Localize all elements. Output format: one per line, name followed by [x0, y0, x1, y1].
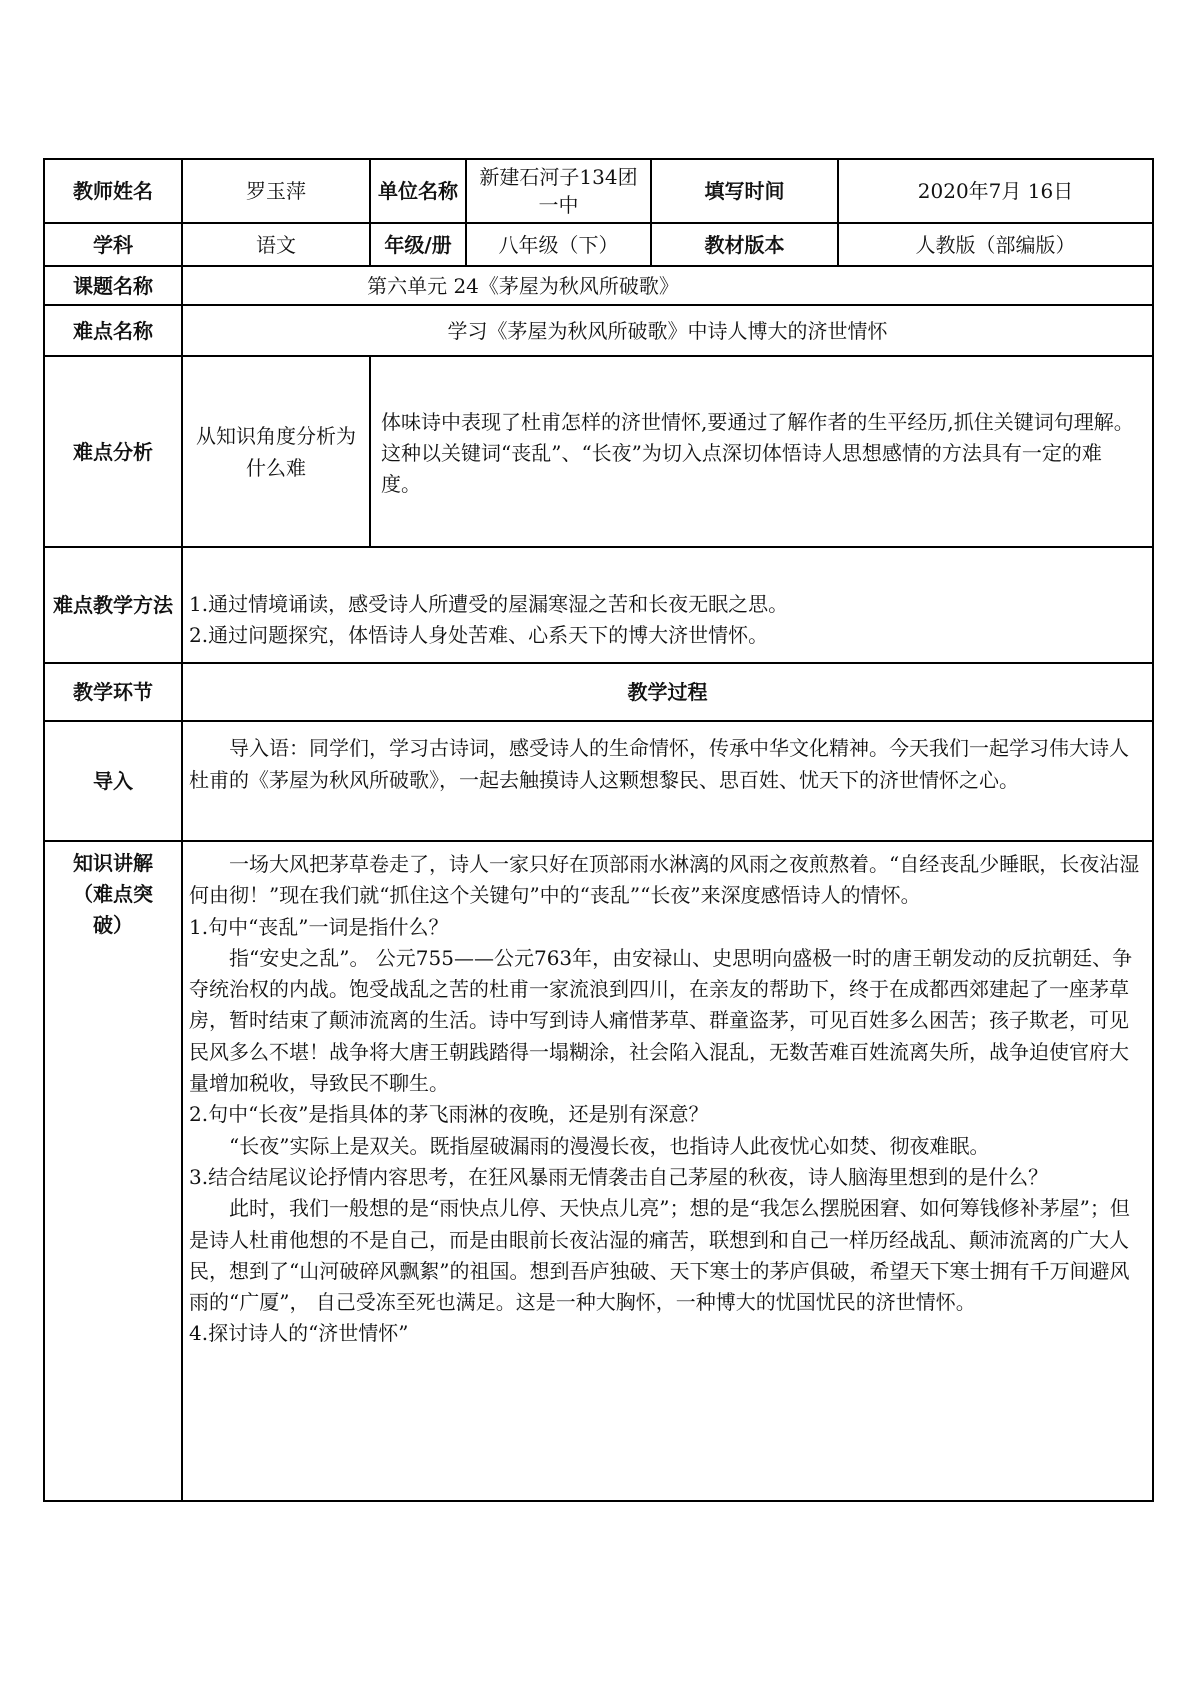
method-line-1: 1.通过情境诵读，感受诗人所遭受的屋漏寒湿之苦和长夜无眠之思。 — [189, 592, 789, 616]
lesson-plan-table — [43, 158, 1154, 1502]
difficulty-value: 学习《茅屋为秋风所破歌》中诗人博大的济世情怀 — [447, 318, 888, 343]
fill-date-label: 填写时间 — [704, 179, 785, 203]
edition-value: 人教版（部编版） — [915, 232, 1076, 257]
process-stage-label: 教学环节 — [73, 680, 153, 704]
col-divider — [181, 160, 183, 1500]
unit-name-value — [467, 160, 650, 222]
subject-value: 语文 — [256, 232, 296, 257]
knowledge-label-line3: 破） — [93, 913, 133, 937]
question-2: 2.句中“长夜”是指具体的茅飞雨淋的夜晚，还是别有深意？ — [189, 1102, 709, 1127]
teacher-name-value: 罗玉萍 — [246, 179, 306, 203]
subject-label: 学科 — [93, 232, 133, 257]
unit-name-line2: 一中 — [538, 193, 579, 217]
analysis-sublabel: 从知识角度分析为什么难 — [196, 423, 356, 480]
method-label: 难点教学方法 — [53, 593, 173, 617]
analysis-label: 难点分析 — [73, 439, 153, 464]
grade-label: 年级/册 — [384, 232, 452, 257]
analysis-text: 体味诗中表现了杜甫怎样的济世情怀,要通过了解作者的生平经历,抓住关键词句理解。这种以关键词“丧乱”、“长夜”为切入点深切体悟诗人思想感情的方法具有一定的难度。 — [381, 410, 1134, 496]
question-3: 3.结合结尾议论抒情内容思考，在狂风暴雨无情袭击自己茅屋的秋夜，诗人脑海里想到的是什么？ — [189, 1164, 1049, 1189]
edition-label: 教材版本 — [704, 232, 785, 257]
knowledge-text — [189, 849, 1144, 1350]
topic-label: 课题名称 — [73, 273, 153, 298]
answer-2: “长夜”实际上是双关。既指屋破漏雨的漫漫长夜，也指诗人此夜忧心如焚、彻夜难眠。 — [229, 1133, 990, 1158]
unit-name-line1: 新建石河子134团 — [479, 165, 638, 189]
knowledge-label-line2: （难点突 — [73, 882, 153, 906]
difficulty-label: 难点名称 — [73, 318, 153, 343]
process-title: 教学过程 — [627, 680, 708, 704]
answer-3: 此时，我们一般想的是“雨快点儿停、天快点儿亮”；想的是“我怎么摆脱困窘、如何筹钱修补茅屋”；但是诗人杜甫他想的不是自己，而是由眼前长夜沾湿的痛苦，联想到和自己一样历经战乱、颠沛流离的广大人民，想到了“山河破碎风飘絮”的祖国。想到吾庐独破、天下寒士的茅庐俱破，希望天下寒士拥有千万间避风雨的“广厦”， 自己受冻至死也满足。这是一种大胸怀，一种博大的忧国忧民的济世情怀。 — [189, 1196, 1130, 1315]
col-divider — [369, 355, 371, 546]
intro-label: 导入 — [93, 769, 133, 793]
topic-value: 第六单元 24《茅屋为秋风所破歌》 — [367, 273, 679, 298]
knowledge-label-line1: 知识讲解 — [73, 851, 153, 875]
row-divider — [45, 840, 1152, 842]
question-1: 1.句中“丧乱”一词是指什么？ — [189, 914, 449, 939]
intro-text: 导入语：同学们，学习古诗词，感受诗人的生命情怀，传承中华文化精神。今天我们一起学习伟大诗人杜甫的《茅屋为秋风所破歌》，一起去触摸诗人这颗想黎民、思百姓、忧天下的济世情怀之心。 — [189, 736, 1129, 792]
question-4: 4.探讨诗人的“济世情怀” — [189, 1321, 409, 1346]
fill-date-value: 2020年7月 16日 — [917, 179, 1074, 203]
answer-1: 指“安史之乱”。 公元755——公元763年，由安禄山、史思明向盛极一时的唐王朝发动的反抗朝廷、争夺统治权的内战。饱受战乱之苦的杜甫一家流浪到四川，在亲友的帮助下，终于在成都西郊建起了一座茅草房，暂时结束了颠沛流离的生活。诗中写到诗人痛惜茅草、群童盗茅，可见百姓多么困苦；孩子欺老，可见民风多么不堪！战争将大唐王朝践踏得一塌糊涂，社会陷入混乱，无数苦难百姓流离失所，战争迫使官府大量增加税收，导致民不聊生。 — [189, 945, 1133, 1096]
knowledge-intro: 一场大风把茅草卷走了，诗人一家只好在顶部雨水淋漓的风雨之夜煎熬着。“自经丧乱少睡眠，长夜沾湿何由彻！”现在我们就“抓住这个关键句”中的“丧乱”“长夜”来深度感悟诗人的情怀。 — [189, 852, 1140, 908]
method-line-2: 2.通过问题探究，体悟诗人身处苦难、心系天下的博大济世情怀。 — [189, 623, 769, 647]
teacher-name-label: 教师姓名 — [73, 179, 153, 203]
knowledge-label — [45, 848, 181, 944]
method-text — [189, 589, 1149, 651]
grade-value: 八年级（下） — [498, 232, 619, 257]
unit-name-label: 单位名称 — [378, 179, 458, 203]
row-divider — [45, 546, 1152, 548]
row-divider — [45, 720, 1152, 722]
